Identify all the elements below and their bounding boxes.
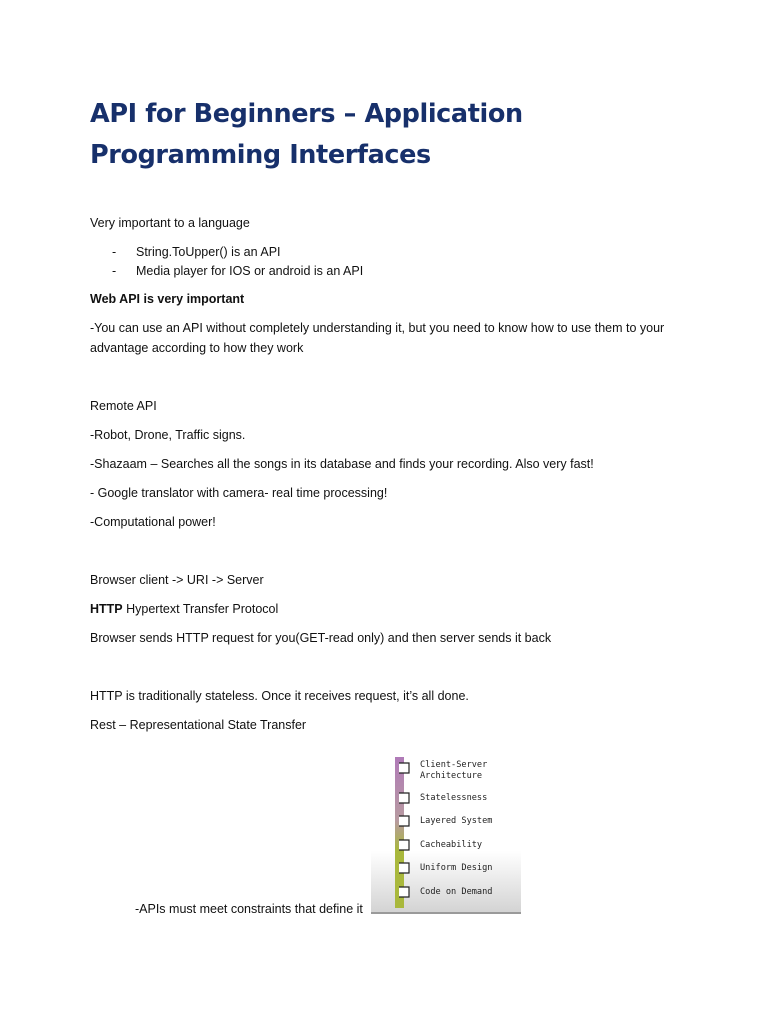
intro-text: Very important to a language bbox=[90, 216, 250, 230]
constraint-label: Statelessness bbox=[420, 793, 488, 803]
constraint-label: Architecture bbox=[420, 771, 483, 781]
remote-api-heading: Remote API bbox=[90, 399, 157, 413]
constraint-label: Cacheability bbox=[420, 840, 483, 850]
list-item-text: String.ToUpper() is an API bbox=[136, 245, 281, 259]
http-term: HTTP bbox=[90, 602, 123, 616]
constraints-caption: -APIs must meet constraints that define it bbox=[135, 902, 363, 916]
http-definition: Hypertext Transfer Protocol bbox=[122, 602, 279, 616]
list-item bbox=[90, 243, 363, 262]
constraint-label: Code on Demand bbox=[420, 887, 493, 897]
list-item-text: Media player for IOS or android is an API bbox=[136, 264, 364, 278]
figure-bottom-edge bbox=[371, 912, 521, 914]
constraint-notch bbox=[399, 863, 409, 873]
constraints-bar bbox=[395, 757, 404, 908]
api-usage-paragraph: -You can use an API without completely understanding it, but you need to know how to use them to your advantage according to how they work bbox=[90, 321, 665, 355]
rest-definition-text: Rest – Representational State Transfer bbox=[90, 718, 307, 732]
list-item bbox=[90, 262, 363, 281]
browser-flow-text: Browser client -> URI -> Server bbox=[90, 573, 264, 587]
remote-example: -Computational power! bbox=[90, 515, 216, 529]
constraint-notch bbox=[399, 816, 409, 826]
rest-constraints-diagram bbox=[371, 748, 521, 914]
page-title: API for Beginners – Application Programming Interfaces bbox=[90, 99, 523, 170]
bullet-marker: - bbox=[112, 264, 117, 278]
constraint-notch bbox=[399, 763, 409, 773]
constraint-notch bbox=[399, 793, 409, 803]
remote-example: -Shazaam – Searches all the songs in its database and finds your recording. Also very fast! bbox=[90, 457, 594, 471]
constraint-notch bbox=[399, 887, 409, 897]
remote-example: -Robot, Drone, Traffic signs. bbox=[90, 428, 246, 442]
rest-constraints-figure bbox=[371, 748, 521, 914]
bullet-marker: - bbox=[112, 245, 117, 259]
constraint-notch bbox=[399, 840, 409, 850]
remote-example: - Google translator with camera- real time processing! bbox=[90, 486, 388, 500]
browser-request-text: Browser sends HTTP request for you(GET-read only) and then server sends it back bbox=[90, 631, 552, 645]
web-api-heading: Web API is very important bbox=[90, 292, 245, 306]
api-examples-list bbox=[90, 243, 363, 281]
http-stateless-text: HTTP is traditionally stateless. Once it receives request, it’s all done. bbox=[90, 689, 469, 703]
http-definition-line bbox=[90, 600, 278, 618]
constraint-label: Uniform Design bbox=[420, 863, 493, 873]
constraint-label: Client-Server bbox=[420, 760, 488, 770]
constraint-label: Layered System bbox=[420, 816, 493, 826]
